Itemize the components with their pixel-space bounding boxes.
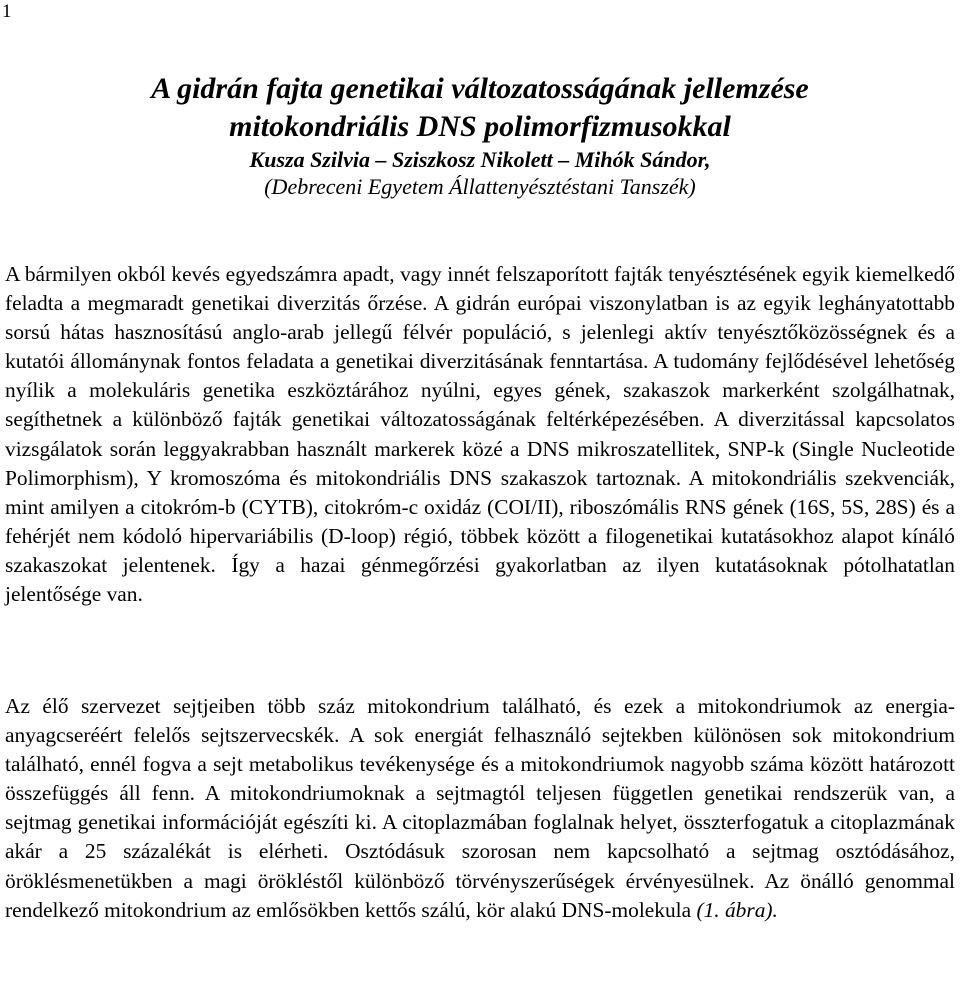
title-line-2: mitokondriális DNS polimorfizmusokkal — [229, 110, 731, 143]
title-line-1: A gidrán fajta genetikai változatosságának jellemzése — [151, 72, 809, 105]
article-header — [0, 70, 960, 201]
authors: Kusza Szilvia – Sziszkosz Nikolett – Mihók Sándor, — [249, 147, 711, 172]
paragraph-2-text: Az élő szervezet sejtjeiben több száz mitokondrium található, és ezek a mitokondriumok az energia-anyagcseréért felelős sejtszervecskék. A sok energiát felhasználó sejtekben különösen sok mitokondrium található, ennél fogva a sejt metabolikus tevékenysége és a mitokondriumok nagyobb száma között határozott összefüggés áll fenn. A mitokondriumoknak a sejtmagtól teljesen független genetikai rendszerük van, a sejtmag genetikai információját egészíti ki. A citoplazmában foglalnak helyet, összterfogatuk a citoplazmának akár a 25 százalékát is elérheti. Osztódásuk szorosan nem kapcsolható a sejtmag osztódásához, öröklésmenetükben a magi örökléstől különböző törvényszerűségek érvényesülnek. Az önálló genommal rendelkező mitokondrium az emlősökben kettős szálú, kör alakú DNS-molekula — [5, 694, 955, 922]
affiliation: (Debreceni Egyetem Állattenyésztéstani Tanszék) — [264, 174, 696, 199]
paragraph-1: A bármilyen okból kevés egyedszámra apadt, vagy innét felszaporított fajták tenyésztésének egyik kiemelkedő feladta a megmaradt genetikai diverzitás őrzése. A gidrán európai viszonylatban is az egyik leghányatottabb sorsú hátas hasznosítású anglo-arab jellegű félvér populáció, s jelenlegi aktív tenyésztőközösségnek és a kutatói állománynak fontos feladata a genetikai diverzitásának fenntartása. A tudomány fejlődésével lehetőség nyílik a molekuláris genetika eszköztárához nyúlni, egyes gének, szakaszok markerként szolgálhatnak, segíthetnek a különböző fajták genetikai változatosságának feltérképezésében. A diverzitással kapcsolatos vizsgálatok során leggyakrabban használt markerek közé a DNS mikroszatellitek, SNP-k (Single Nucleotide Polimorphism), Y kromoszóma és mitokondriális DNS szakaszok tartoznak. A mitokondriális szekvenciák, mint amilyen a citokróm-b (CYTB), citokróm-c oxidáz (COI/II), riboszómális RNS gének (16S, 5S, 28S) és a fehérjét nem kódoló hipervariábilis (D-loop) régió, többek között a filogenetikai kutatásokhoz alapot kínáló szakaszokat jelentenek. Így a hazai génmegőrzési gyakorlatban az ilyen kutatásoknak pótolhatatlan jelentősége van. — [5, 262, 955, 607]
figure-reference: (1. ábra). — [696, 897, 778, 922]
page-number: 1 — [2, 1, 12, 22]
paragraph-2 — [5, 692, 955, 925]
